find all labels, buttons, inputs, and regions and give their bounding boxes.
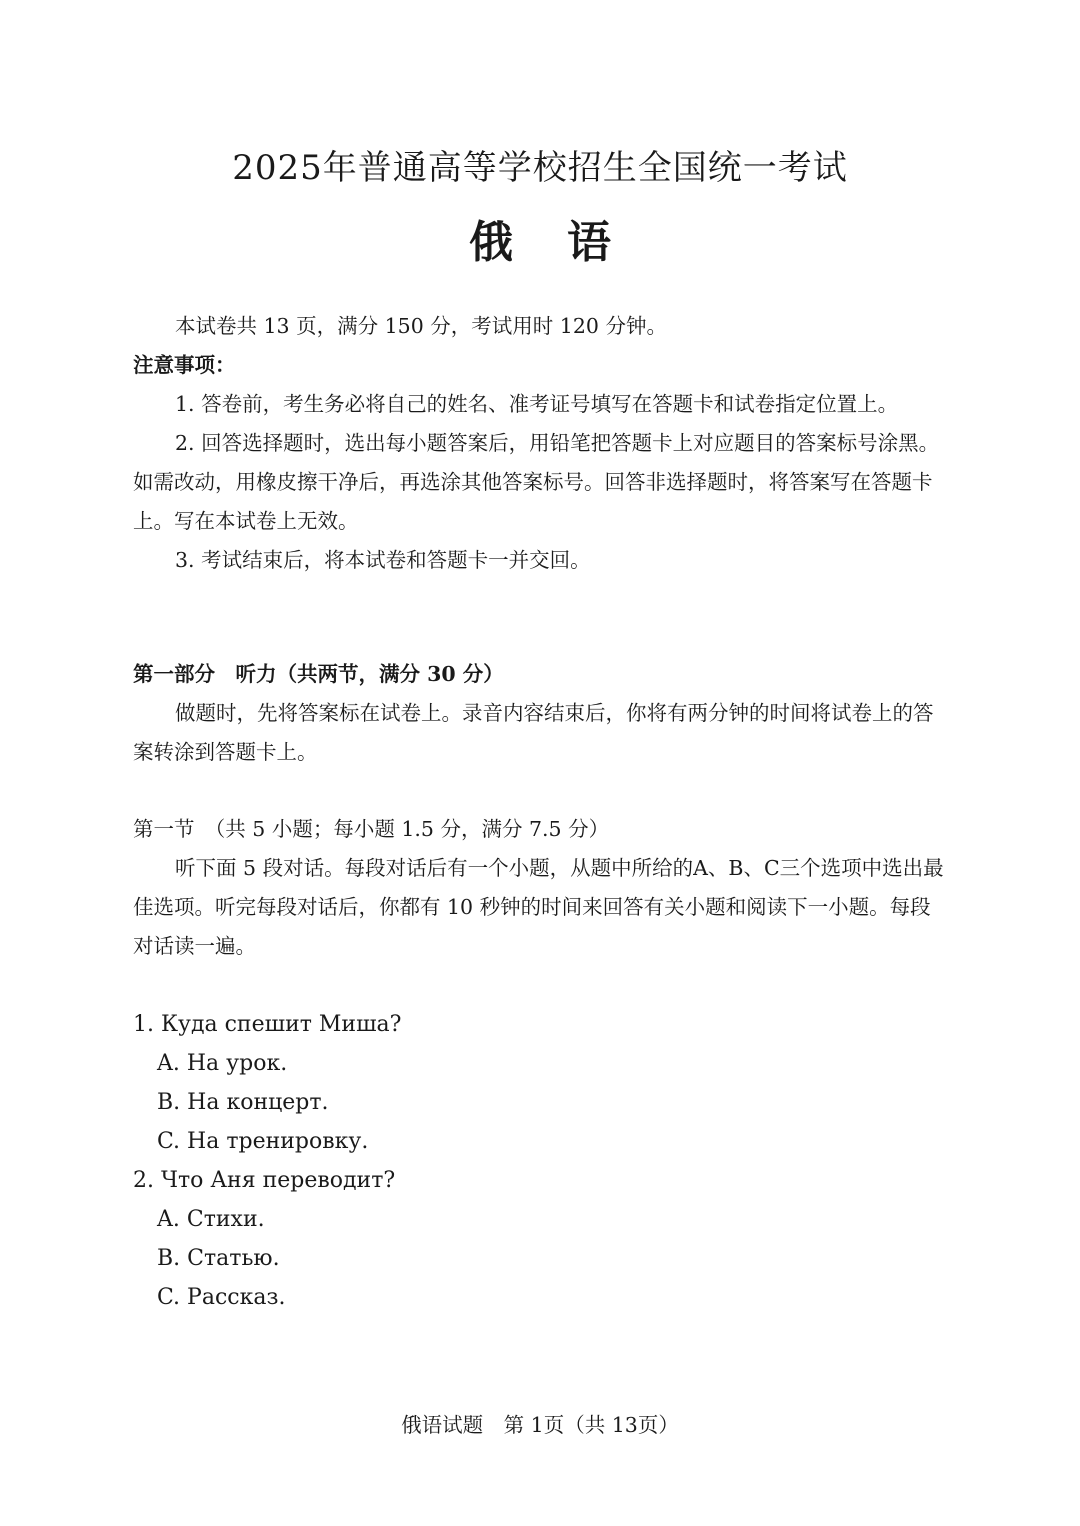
notice-item-3: 3. 考试结束后，将本试卷和答题卡一并交回。: [175, 548, 591, 572]
part1-instruction: 做题时，先将答案标在试卷上。录音内容结束后，你将有两分钟的时间将试卷上的答案转涂到答题卡上。: [133, 701, 934, 764]
notice-heading: 注意事项：: [133, 353, 236, 377]
page-footer: 俄语试题 第 1页（共 13页）: [401, 1413, 679, 1437]
question-option: C. Рассказ.: [157, 1285, 286, 1310]
exam-info: 本试卷共 13 页，满分 150 分，考试用时 120 分钟。: [175, 314, 667, 338]
section1-block: [133, 810, 948, 966]
question-stem: 2. Что Аня переводит?: [133, 1168, 396, 1193]
section1-instruction: 听下面 5 段对话。每段对话后有一个小题，从题中所给的A、B、C三个选项中选出最佳选项。听完每段对话后，你都有 10 秒钟的时间来回答有关小题和阅读下一小题。每段对话读一遍。: [133, 856, 944, 958]
part1-heading: 第一部分 听力（共两节，满分 30 分）: [133, 662, 504, 686]
question-option: A. Стихи.: [157, 1207, 265, 1232]
exam-title: 2025年普通高等学校招生全国统一考试: [232, 148, 848, 188]
part1-block: [133, 655, 948, 772]
question-option: C. На тренировку.: [157, 1129, 369, 1154]
notice-item-1: 1. 答卷前，考生务必将自己的姓名、准考证号填写在答题卡和试卷指定位置上。: [175, 392, 899, 416]
question-option: A. На урок.: [157, 1051, 288, 1076]
question-stem: 1. Куда спешит Миша?: [133, 1012, 402, 1037]
question-option: B. На концерт.: [157, 1090, 329, 1115]
question-option: B. Статью.: [157, 1246, 280, 1271]
exam-subject: 俄语: [469, 217, 665, 268]
notice-item-2: 2. 回答选择题时，选出每小题答案后，用铅笔把答题卡上对应题目的答案标号涂黑。如需改动，用橡皮擦干净后，再选涂其他答案标号。回答非选择题时，将答案写在答题卡上。写在本试卷上无效。: [133, 431, 940, 533]
section1-heading: 第一节 （共 5 小题；每小题 1.5 分，满分 7.5 分）: [133, 817, 610, 841]
questions-block: [133, 1005, 948, 1317]
intro-block: [133, 307, 948, 580]
